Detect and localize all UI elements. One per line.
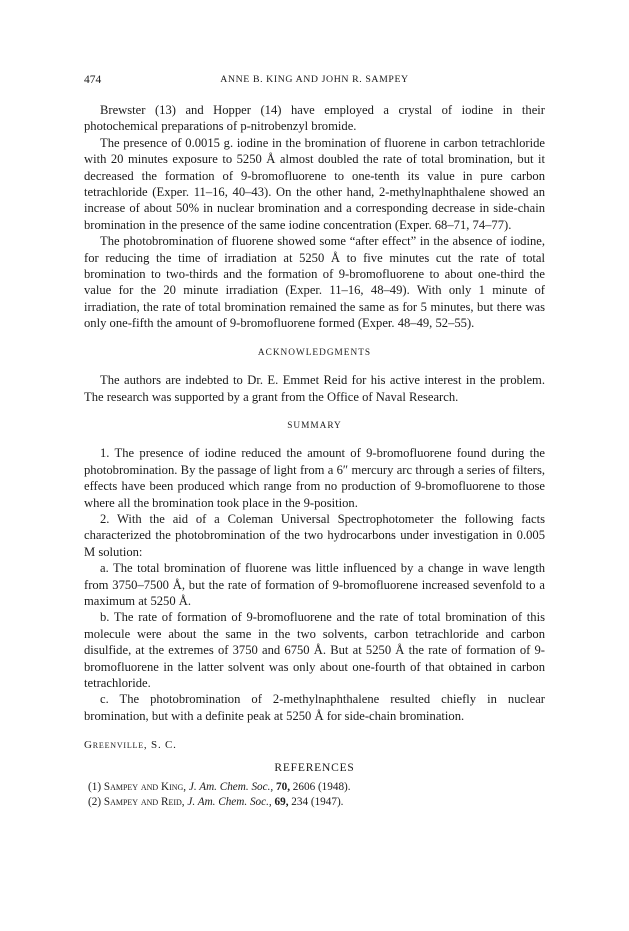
reference-pages: 2606 (1948).	[292, 781, 351, 794]
reference-item	[84, 795, 545, 810]
summary-body	[84, 445, 545, 724]
body-paragraph: The presence of 0.0015 g. iodine in the bromination of fluorene in carbon tetrachloride with 20 minutes exposure to 5250 Å almost doubled the rate of total bromination, but it decreased the formation of 9-bromofluorene to one-tenth its value in pure carbon tetrachloride (Exper. 11–16, 40–43). On the other hand, 2-methylnaphthalene showed an increase of about 50% in nuclear bromination and a corresponding decrease in side-chain bromination in the presence of the same iodine concentration (Exper. 68–71, 74–77).	[84, 135, 545, 232]
reference-pages: 234 (1947).	[291, 795, 344, 808]
body-paragraph: The photobromination of fluorene showed some “after effect” in the absence of iodine, for reducing the time of irradiation at 5250 Å to five minutes cut the rate of total bromination to two-thirds and the formation of 9-bromofluorene to about one-third the value for the 20 minute irradiation (Exper. 11–16, 48–49). With only 1 minute of irradiation, the rate of total bromination remained the same as for 5 minutes, but there was only one-fifth the amount of 9-bromofluorene formed (Exper. 48–49, 52–55).	[84, 234, 545, 331]
references-list	[84, 780, 545, 809]
acknowledgments-text: The authors are indebted to Dr. E. Emmet Reid for his active interest in the problem. The research was supported by a grant from the Office of Naval Research.	[84, 373, 545, 404]
affiliation: Greenville, S. C.	[84, 739, 177, 752]
reference-volume: 69,	[274, 795, 289, 808]
summary-heading: SUMMARY	[287, 420, 342, 431]
reference-number: (2)	[88, 795, 102, 808]
running-header	[84, 72, 545, 90]
summary-paragraph: 1. The presence of iodine reduced the amount of 9-bromofluorene found during the photobromination. By the passage of light from a 6″ mercury arc through a series of filters, effects have been produced which range from no production of 9-bromofluorene to those where all the bromination took place in the 9-position.	[84, 446, 545, 510]
body-text	[84, 102, 545, 332]
reference-journal: J. Am. Chem. Soc.,	[187, 795, 272, 808]
summary-paragraph: 2. With the aid of a Coleman Universal Spectrophotometer the following facts characterized the photobromination of the two hydrocarbons under investigation in 0.005 M solution:	[84, 511, 545, 559]
running-title: ANNE B. KING AND JOHN R. SAMPEY	[220, 74, 409, 85]
acknowledgments-heading: ACKNOWLEDGMENTS	[257, 347, 372, 358]
reference-authors: Sampey and Reid,	[103, 795, 185, 808]
page-number: 474	[84, 74, 102, 86]
body-paragraph: Brewster (13) and Hopper (14) have employed a crystal of iodine in their photochemical preparations of p-nitrobenzyl bromide.	[84, 103, 545, 134]
reference-number: (1)	[88, 781, 102, 794]
summary-paragraph: b. The rate of formation of 9-bromofluorene and the rate of total bromination of this molecule were about the same in the two solvents, carbon tetrachloride and carbon disulfide, at the extremes of 3750 and 6750 Å. But at 5250 Å the rate of formation of 9-bromofluorene in the latter solvent was only about one-fourth of that obtained in carbon tetrachloride.	[84, 610, 545, 690]
reference-journal: J. Am. Chem. Soc.,	[188, 781, 274, 794]
summary-paragraph: c. The photobromination of 2-methylnaphthalene resulted chiefly in nuclear bromination, but with a definite peak at 5250 Å for side-chain bromination.	[84, 692, 545, 723]
references-heading: REFERENCES	[274, 761, 355, 774]
reference-volume: 70,	[276, 781, 290, 794]
reference-authors: Sampey and King,	[103, 781, 187, 794]
reference-item	[84, 780, 545, 795]
summary-paragraph: a. The total bromination of fluorene was little influenced by a change in wave length from 3750–7500 Å, but the rate of formation of 9-bromofluorene increased sevenfold to a maximum at 5250 Å.	[84, 561, 545, 608]
